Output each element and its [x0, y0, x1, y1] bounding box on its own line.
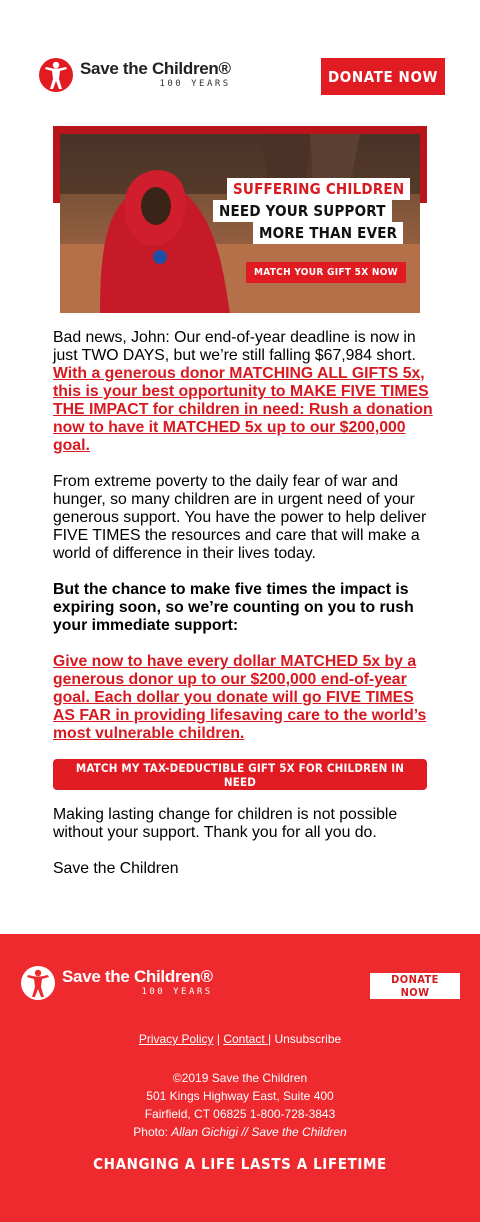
- email-footer: [0, 934, 480, 1222]
- email-header: [0, 0, 480, 120]
- address-line1: 501 Kings Highway East, Suite 400: [146, 1089, 334, 1103]
- paragraph-give-now: [53, 653, 433, 743]
- child-figure-icon: [38, 56, 74, 94]
- paragraph-urgency: But the chance to make five times the impact is expiring soon, so we’re counting on you to rush your immediate support:: [53, 581, 414, 634]
- email-body: [53, 329, 433, 761]
- logo-tagline: 100 YEARS: [159, 79, 231, 89]
- paragraph-deadline: [53, 329, 433, 455]
- signoff: Save the Children: [53, 860, 179, 877]
- hero-headline-line1: SUFFERING CHILDREN: [227, 178, 410, 200]
- donate-now-button[interactable]: DONATE NOW: [321, 58, 445, 95]
- footer-logo-wordmark: [62, 968, 213, 998]
- brand-logo[interactable]: [38, 56, 231, 94]
- copyright: ©2019 Save the Children: [172, 1071, 308, 1085]
- hero-photo: [60, 134, 420, 313]
- footer-logo-name: Save the Children®: [62, 967, 213, 986]
- hero-banner[interactable]: [53, 126, 427, 313]
- footer-logo-tagline: 100 YEARS: [141, 987, 213, 997]
- photo-credit: Photo: Allan Gichigi // Save the Children: [133, 1125, 347, 1139]
- unsubscribe-link[interactable]: Unsubscribe: [274, 1032, 342, 1046]
- privacy-policy-link[interactable]: Privacy Policy: [138, 1032, 214, 1046]
- contact-link[interactable]: Contact: [223, 1032, 269, 1046]
- link-separator: |: [213, 1032, 224, 1046]
- link-separator: |: [268, 1032, 275, 1046]
- email-closing: [53, 806, 433, 896]
- match-gifts-link[interactable]: With a generous donor MATCHING ALL GIFTS 5x, this is your best opportunity to MAKE FIVE TIMES THE IMPACT for children in need: Rush a donation now to have it MATCHED 5x up to our $200,000 goal.: [53, 365, 433, 454]
- child-figure-icon: [20, 964, 56, 1002]
- hero-headline-line2: NEED YOUR SUPPORT: [213, 200, 392, 222]
- footer-links: [0, 1032, 480, 1046]
- hero-headline-line3: MORE THAN EVER: [253, 222, 403, 244]
- deadline-text: Bad news, John: Our end-of-year deadline is now in just TWO DAYS, but we’re still falling $67,984 short.: [53, 329, 416, 364]
- footer-brand-logo[interactable]: [20, 964, 213, 1002]
- footer-tagline: CHANGING A LIFE LASTS A LIFETIME: [93, 1155, 387, 1173]
- address-line2: Fairfield, CT 06825 1-800-728-3843: [144, 1107, 336, 1121]
- logo-wordmark: [80, 60, 231, 90]
- hero-match-cta[interactable]: MATCH YOUR GIFT 5X NOW: [246, 262, 406, 283]
- match-gift-button[interactable]: MATCH MY TAX-DEDUCTIBLE GIFT 5X FOR CHILDREN IN NEED: [53, 759, 427, 790]
- give-now-link[interactable]: Give now to have every dollar MATCHED 5x by a generous donor up to our $200,000 end-of-year goal. Each dollar you donate will go FIVE TIMES AS FAR in providing lifesaving care to the world’s most vulnerable children.: [53, 653, 427, 742]
- footer-address: [0, 1069, 480, 1141]
- footer-donate-now-button[interactable]: DONATE NOW: [370, 973, 460, 999]
- logo-name: Save the Children®: [80, 59, 231, 78]
- paragraph-need: From extreme poverty to the daily fear of war and hunger, so many children are in urgent need of your generous support. You have the power to help deliver FIVE TIMES the resources and care that will make a world of difference in their lives today.: [53, 473, 427, 562]
- paragraph-thanks: Making lasting change for children is not possible without your support. Thank you for all you do.: [53, 806, 398, 841]
